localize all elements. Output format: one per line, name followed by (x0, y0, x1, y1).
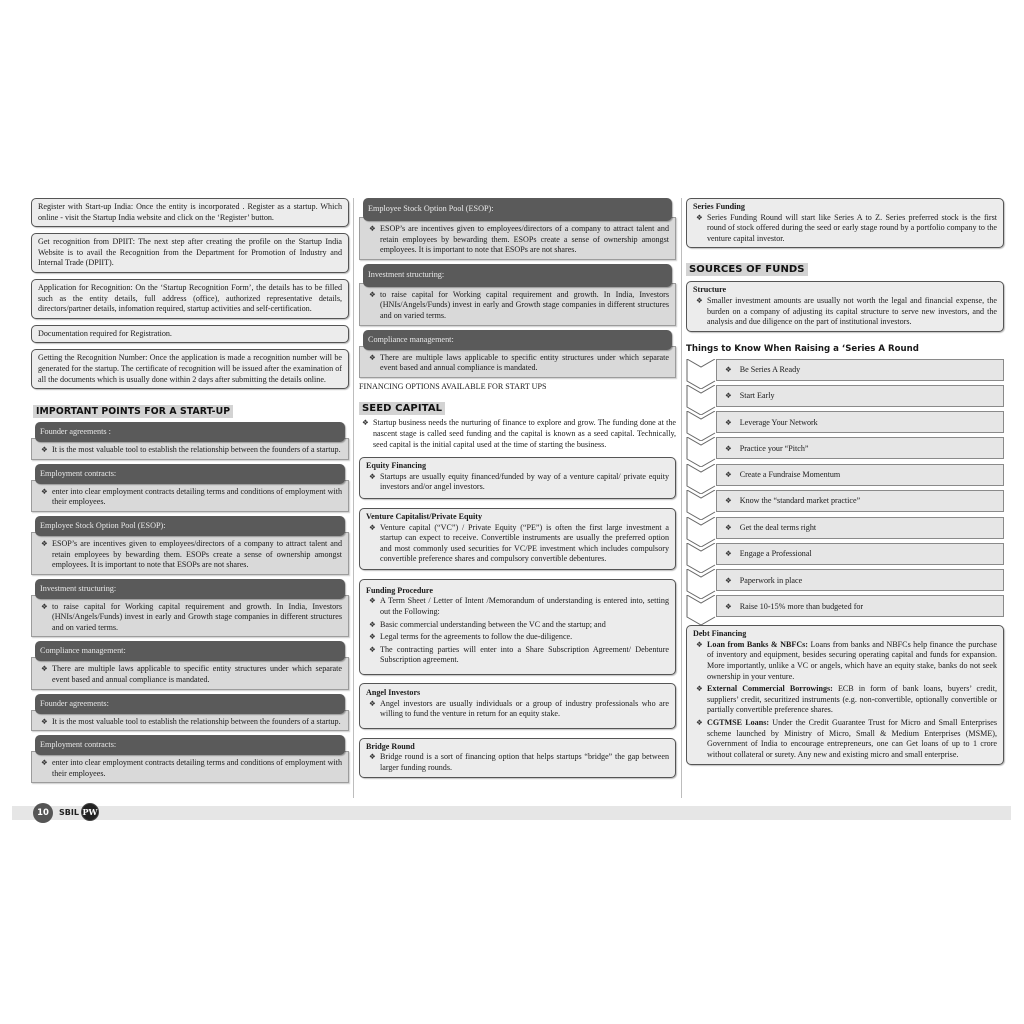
checklist-text: Know the “standard market practice” (739, 496, 861, 506)
point-heading: Compliance management: (363, 330, 672, 350)
column-3 (686, 198, 1004, 765)
checklist-item (686, 385, 1004, 407)
point-text: There are multiple laws applicable to specific entity structures under which separate event based and annual compliance is mandated. (52, 664, 342, 685)
checklist-item (686, 464, 1004, 486)
box-title: Angel Investors (366, 688, 421, 698)
diamond-bullet-icon: ❖ (725, 575, 732, 585)
box-title: Series Funding (693, 202, 745, 211)
checklist-text: Raise 10-15% more than budgeted for (739, 601, 864, 611)
point-body (31, 532, 349, 575)
box-text: Basic commercial understanding between the VC and the startup; and (380, 619, 606, 629)
box-title: Funding Procedure (366, 585, 433, 595)
point-block (31, 735, 349, 783)
chevron-icon (686, 543, 716, 565)
info-box-equity-financing (359, 457, 676, 499)
box-text: Startups are usually equity financed/funded by way of a venture capital/ private equity investors and/or angel investors. (380, 471, 669, 492)
point-body (359, 217, 676, 260)
point-heading: Investment structuring: (363, 264, 672, 287)
diamond-bullet-icon: ❖ (369, 289, 376, 299)
box-text: Legal terms for the agreements to follow the due-diligence. (380, 632, 573, 642)
diamond-bullet-icon: ❖ (725, 470, 732, 479)
box-text: Angel investors are usually individuals or a group of industry professionals who are willing to fund the venture in return for an equity stake. (380, 698, 669, 719)
diamond-bullet-icon: ❖ (696, 295, 703, 305)
column-divider-2 (681, 198, 682, 798)
registration-step: Application for Recognition: On the ‘Startup Recognition Form’, the details has to be filled such as the entity details, full address (office), authorized representative details, directors/partner details, infomation required, startup activities and self-certification. (31, 279, 349, 319)
point-heading: Founder agreements : (35, 422, 345, 442)
diamond-bullet-icon: ❖ (362, 418, 369, 428)
column-2 (359, 198, 676, 778)
box-title: Debt Financing (693, 629, 747, 639)
checklist-text: Practice your “Pitch” (739, 443, 809, 453)
pw-logo-icon: PW (81, 803, 99, 821)
point-body (31, 480, 349, 512)
chevron-icon (686, 411, 716, 433)
point-heading: Employee Stock Option Pool (ESOP): (35, 516, 345, 536)
column-1 (31, 198, 349, 787)
point-heading: Compliance management: (35, 641, 345, 661)
diamond-bullet-icon: ❖ (696, 212, 703, 222)
info-box-venture-capital (359, 508, 676, 570)
diamond-bullet-icon: ❖ (369, 632, 376, 642)
chevron-icon (686, 595, 716, 617)
series-a-heading: Things to Know When Raising a ‘Series A Round (686, 343, 919, 354)
seed-text: Startup business needs the nurturing of finance to explore and grow. The funding done at the nascent stage is called seed funding and the capital is known as a seed capital. Technically, seed capital is the initial capital used at the time of starting the business. (373, 418, 676, 449)
chevron-icon (686, 385, 716, 407)
diamond-bullet-icon: ❖ (369, 644, 376, 654)
checklist-text: Be Series A Ready (739, 365, 801, 375)
diamond-bullet-icon: ❖ (41, 664, 48, 674)
info-box-angel-investors (359, 683, 676, 729)
point-block (31, 422, 349, 460)
chevron-icon (686, 359, 716, 381)
checklist-item (686, 411, 1004, 433)
point-block (31, 694, 349, 732)
debt-item-text: ECB in form of bank loans, buyers’ credit, suppliers’ credit, securitized instruments (e.g. non-convertible, optionally convertible or partially convertible preference shares. (707, 684, 997, 715)
debt-item-label: CGTMSE Loans: (707, 718, 770, 727)
point-body (31, 595, 349, 638)
checklist-text: Get the deal terms right (739, 523, 817, 533)
series-a-checklist (686, 359, 1004, 618)
footer-label: SBIL (59, 808, 79, 817)
checklist-text: Start Early (739, 391, 775, 401)
box-title: Structure (693, 285, 727, 295)
debt-item-label: External Commercial Borrowings: (707, 684, 833, 694)
debt-item-label: Loan from Banks & NBFCs: (707, 639, 809, 649)
point-body (359, 283, 676, 326)
diamond-bullet-icon: ❖ (41, 716, 48, 726)
registration-step: Get recognition from DPIIT: The next step after creating the profile on the Startup India Website is to avail the Recognition from the Department for Promotion of Industry and Internal Trade (DPIIT). (31, 233, 349, 273)
diamond-bullet-icon: ❖ (696, 639, 703, 649)
diamond-bullet-icon: ❖ (369, 752, 376, 762)
info-box-bridge-round (359, 738, 676, 778)
checklist-text: Leverage Your Network (739, 417, 818, 427)
financing-options-heading: FINANCING OPTIONS AVAILABLE FOR START UPS (359, 381, 547, 391)
diamond-bullet-icon: ❖ (41, 445, 48, 455)
point-heading: Investment structuring: (35, 579, 345, 599)
box-title: Equity Financing (366, 461, 427, 471)
diamond-bullet-icon: ❖ (369, 596, 376, 606)
debt-item-text: Loans from banks and NBFCs help finance the purchase of inventory and equipment, besides securing operating capital and funds for expansion. More importantly, unlike a VC or angels, which have an equity stake, banks do not seek ownership in your venture. (707, 639, 997, 681)
info-box-debt-financing (686, 625, 1004, 765)
diamond-bullet-icon: ❖ (369, 352, 376, 362)
diamond-bullet-icon: ❖ (41, 538, 48, 548)
point-body (31, 657, 349, 689)
point-text: ESOP’s are incentives given to employees/directors of a company to attract talent and retain employees by bewarding them. ESOPs create a sense of ownership amongst employees. It is important to note that ESOPs are not shares. (380, 224, 669, 255)
seed-capital-text (359, 418, 676, 450)
diamond-bullet-icon: ❖ (725, 601, 732, 611)
diamond-bullet-icon: ❖ (725, 443, 732, 453)
diamond-bullet-icon: ❖ (369, 224, 376, 233)
diamond-bullet-icon: ❖ (696, 718, 703, 727)
checklist-text: Paperwork in place (739, 575, 803, 585)
footer-bar (12, 806, 1011, 820)
diamond-bullet-icon: ❖ (369, 698, 376, 708)
page-number: 10 (33, 803, 53, 823)
info-box-series-funding (686, 198, 1004, 248)
point-body (359, 346, 676, 378)
checklist-text: Create a Fundraise Momentum (739, 470, 841, 479)
box-text: Series Funding Round will start like Series A to Z. Series preferred stock is the first round of stock offered during the seed or early stage round by a portfolio company to the venture capital investor. (707, 212, 997, 243)
point-block (359, 264, 676, 326)
box-text: The contracting parties will enter into a Share Subscription Agreement/ Debenture Subscription agreement. (380, 644, 669, 665)
section-title-seed-capital: SEED CAPITAL (359, 402, 445, 415)
chevron-icon (686, 464, 716, 486)
diamond-bullet-icon: ❖ (725, 549, 732, 559)
box-text: Bridge round is a sort of financing option that helps startups “bridge” the gap between larger funding rounds. (380, 752, 669, 772)
point-block (31, 464, 349, 512)
point-text: to raise capital for Working capital requirement and growth. In India, Investors (HNIs/Angels/Funds) invest in early and Growth stage companies in different structures and on varied terms. (52, 601, 342, 632)
section-title-important-points: IMPORTANT POINTS FOR A START-UP (33, 405, 233, 418)
checklist-item (686, 543, 1004, 565)
point-text: to raise capital for Working capital requirement and growth. In India, Investors (HNIs/Angels/Funds) invest in early and Growth stage companies in different structures and on varied terms. (380, 289, 669, 320)
point-block (31, 641, 349, 689)
point-block (31, 579, 349, 638)
checklist-item (686, 569, 1004, 591)
point-heading: Employment contracts: (35, 735, 345, 755)
point-heading: Founder agreements: (35, 694, 345, 714)
point-block (359, 330, 676, 378)
diamond-bullet-icon: ❖ (369, 619, 376, 629)
debt-item-text: Under the Credit Guarantee Trust for Micro and Small Enterprises scheme launched by Ministry of Micro, Small & Medium Enterprises (MSME), Government of India to encourage entrepreneurs, one can Get loans of up to 1 crore without collateral or surety. Any new and existing micro and small enterprise. (707, 718, 997, 759)
info-box-funding-procedure (359, 579, 676, 675)
box-text: Venture capital (“VC”) / Private Equity (“PE”) is often the first large investment a startup can expect to receive. Convertible instruments are usually the preferred option and most commonly used securities for VC/PE investment which includes compulsory convertible preference shares and compulsory convertible debentures. (380, 522, 669, 564)
point-text: enter into clear employment contracts detailing terms and conditions of employment with their employees. (52, 758, 342, 778)
point-text: There are multiple laws applicable to specific entity structures under which separate event based and annual compliance is mandated. (380, 352, 669, 373)
diamond-bullet-icon: ❖ (725, 523, 732, 533)
registration-step: Register with Start-up India: Once the entity is incorporated . Register as a startup. Which online - visit the Startup India website and click on the ‘Register’ button. (31, 198, 349, 227)
registration-step: Documentation required for Registration. (31, 325, 349, 344)
chevron-icon (686, 569, 716, 591)
diamond-bullet-icon: ❖ (725, 496, 732, 506)
point-heading: Employee Stock Option Pool (ESOP): (363, 198, 672, 221)
chevron-icon (686, 517, 716, 539)
point-body (31, 751, 349, 783)
registration-step: Getting the Recognition Number: Once the application is made a recognition number will be generated for the startup. The certificate of recognition will be issued after the examination of all the documents which is usually done within 2 days after submitting the details online. (31, 349, 349, 389)
point-text: It is the most valuable tool to establish the relationship between the founders of a startup. (52, 716, 341, 726)
diamond-bullet-icon: ❖ (41, 758, 48, 768)
checklist-item (686, 437, 1004, 459)
point-heading: Employment contracts: (35, 464, 345, 484)
chevron-icon (686, 437, 716, 459)
diamond-bullet-icon: ❖ (696, 684, 703, 694)
box-title: Bridge Round (366, 741, 415, 751)
diamond-bullet-icon: ❖ (369, 471, 376, 481)
section-title-sources-of-funds: SOURCES OF FUNDS (686, 263, 808, 276)
box-title: Venture Capitalist/Private Equity (366, 511, 483, 521)
point-text: ESOP’s are incentives given to employees/directors of a company to attract talent and retain employees by bewarding them. ESOPs create a sense of ownership amongst employees. It is important to note that ESOPs are not shares. (52, 538, 342, 570)
diamond-bullet-icon: ❖ (41, 601, 48, 611)
diamond-bullet-icon: ❖ (725, 365, 732, 375)
checklist-item (686, 359, 1004, 381)
point-block (359, 198, 676, 260)
chevron-icon (686, 490, 716, 512)
point-text: It is the most valuable tool to establish the relationship between the founders of a startup. (52, 445, 341, 455)
checklist-item (686, 490, 1004, 512)
diamond-bullet-icon: ❖ (41, 486, 48, 496)
point-block (31, 516, 349, 575)
info-box-structure (686, 281, 1004, 331)
column-divider-1 (353, 198, 354, 798)
checklist-item (686, 517, 1004, 539)
diamond-bullet-icon: ❖ (725, 391, 732, 401)
box-text: A Term Sheet / Letter of Intent /Memorandum of understanding is entered into, setting out the Following: (380, 596, 669, 617)
point-text: enter into clear employment contracts detailing terms and conditions of employment with their employees. (52, 486, 342, 507)
checklist-item (686, 595, 1004, 617)
diamond-bullet-icon: ❖ (725, 417, 732, 427)
checklist-text: Engage a Professional (739, 549, 812, 559)
box-text: Smaller investment amounts are usually not worth the legal and financial expense, the burden on a company of adjusting its capital structure to serve new investors, and the analysis and due diligence on the part of institutional investors. (707, 295, 997, 327)
diamond-bullet-icon: ❖ (369, 522, 376, 532)
